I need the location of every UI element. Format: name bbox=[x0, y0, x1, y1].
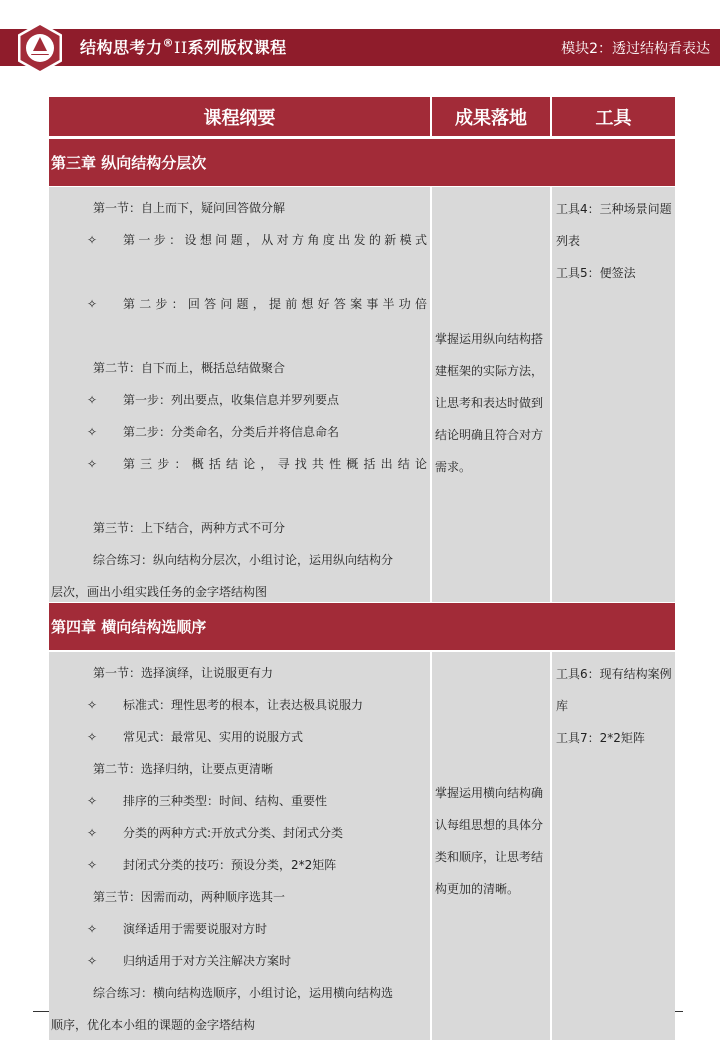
footer-rule-right bbox=[675, 1011, 683, 1012]
outline-line: 封闭式分类的技巧：预设分类，2*2矩阵 bbox=[123, 858, 337, 872]
footer-rule-left bbox=[33, 1011, 49, 1012]
outline-line: 第二步：回答问题，提前想好答案事半功倍 bbox=[123, 297, 427, 311]
bullet-icon: ✧ bbox=[87, 297, 98, 311]
outline-line: 第二步：分类命名，分类后并将信息命名 bbox=[123, 425, 340, 439]
course-logo-icon bbox=[16, 21, 64, 75]
outline-line: 常见式：最常见、实用的说服方式 bbox=[123, 730, 304, 744]
bullet-icon: ✧ bbox=[87, 826, 98, 840]
bullet-icon: ✧ bbox=[87, 233, 98, 247]
outline-line: 第一步：列出要点，收集信息并罗列要点 bbox=[123, 393, 340, 407]
chapter4-outcome-cell bbox=[432, 652, 550, 1040]
outline-line: 第一节：自上而下，疑问回答做分解 bbox=[93, 201, 286, 215]
list-item bbox=[87, 232, 427, 248]
chapter4-title: 第四章 横向结构选顺序 bbox=[49, 603, 675, 650]
outline-line: 综合练习：横向结构选顺序，小组讨论，运用横向结构选 bbox=[93, 986, 394, 1000]
list-item bbox=[87, 953, 291, 969]
outline-line: 综合练习：纵向结构分层次，小组讨论，运用纵向结构分 bbox=[93, 553, 394, 567]
tool-item: 工具4：三种场景问题列表 bbox=[556, 202, 672, 248]
outline-line: 第三步：概括结论，寻找共性概括出结论 bbox=[123, 457, 427, 471]
list-item bbox=[87, 857, 336, 873]
course-title-main: 结构思考力 bbox=[80, 38, 163, 57]
outline-line: 归纳适用于对方关注解决方案时 bbox=[123, 954, 292, 968]
module-label: 模块2：透过结构看表达 bbox=[561, 41, 710, 57]
list-item bbox=[87, 456, 427, 472]
list-item bbox=[87, 392, 339, 408]
tool-item: 工具7：2*2矩阵 bbox=[556, 731, 645, 745]
chapter4-outline-cell bbox=[49, 652, 430, 1040]
outline-line: 第二节：选择归纳，让要点更清晰 bbox=[93, 762, 274, 776]
list-item bbox=[87, 424, 339, 440]
outline-line: 第二节：自下而上，概括总结做聚合 bbox=[93, 361, 286, 375]
course-title-roman: II bbox=[174, 38, 188, 57]
list-item bbox=[87, 296, 427, 312]
course-title bbox=[80, 35, 287, 58]
bullet-icon: ✧ bbox=[87, 698, 98, 712]
outline-line: 标准式：理性思考的根本，让表达极具说服力 bbox=[123, 698, 364, 712]
col-header-outline: 课程纲要 bbox=[49, 97, 430, 136]
outline-line: 第三节：因需而动，两种顺序选其一 bbox=[93, 890, 286, 904]
chapter3-title: 第三章 纵向结构分层次 bbox=[49, 139, 675, 186]
outline-line: 排序的三种类型：时间、结构、重要性 bbox=[123, 794, 328, 808]
outline-line: 第一步：设想问题，从对方角度出发的新模式 bbox=[123, 233, 427, 247]
bullet-icon: ✧ bbox=[87, 425, 98, 439]
bullet-icon: ✧ bbox=[87, 393, 98, 407]
outline-line: 层次，画出小组实践任务的金字塔结构图 bbox=[51, 585, 268, 599]
bullet-icon: ✧ bbox=[87, 457, 98, 471]
chapter3-outcome-text: 掌握运用纵向结构搭建框架的实际方法，让思考和表达时做到结论明确且符合对方需求。 bbox=[435, 332, 544, 474]
tool-item: 工具5：便签法 bbox=[556, 266, 636, 280]
list-item bbox=[87, 825, 343, 841]
list-item bbox=[87, 697, 363, 713]
list-item bbox=[87, 793, 327, 809]
chapter3-outline-cell bbox=[49, 187, 430, 602]
tool-item: 工具6：现有结构案例库 bbox=[556, 667, 672, 713]
chapter4-outcome-text: 掌握运用横向结构确认每组思想的具体分类和顺序，让思考结构更加的清晰。 bbox=[435, 786, 544, 896]
col-header-outcome: 成果落地 bbox=[432, 97, 550, 136]
list-item bbox=[87, 729, 303, 745]
outline-line: 演绎适用于需要说服对方时 bbox=[123, 922, 268, 936]
bullet-icon: ✧ bbox=[87, 858, 98, 872]
bullet-icon: ✧ bbox=[87, 730, 98, 744]
col-header-tools: 工具 bbox=[552, 97, 675, 136]
chapter3-outcome-cell bbox=[432, 187, 550, 602]
chapter4-tools-cell bbox=[552, 652, 675, 1040]
bullet-icon: ✧ bbox=[87, 922, 98, 936]
list-item bbox=[87, 921, 267, 937]
outline-line: 顺序，优化本小组的课题的金字塔结构 bbox=[51, 1018, 256, 1032]
registered-mark: ® bbox=[162, 36, 175, 50]
bullet-icon: ✧ bbox=[87, 794, 98, 808]
chapter3-tools-cell bbox=[552, 187, 675, 602]
outline-line: 第三节：上下结合，两种方式不可分 bbox=[93, 521, 286, 535]
bullet-icon: ✧ bbox=[87, 954, 98, 968]
outline-line: 分类的两种方式:开放式分类、封闭式分类 bbox=[123, 826, 344, 840]
course-title-tail: 系列版权课程 bbox=[187, 38, 287, 57]
outline-line: 第一节：选择演绎，让说服更有力 bbox=[93, 666, 274, 680]
